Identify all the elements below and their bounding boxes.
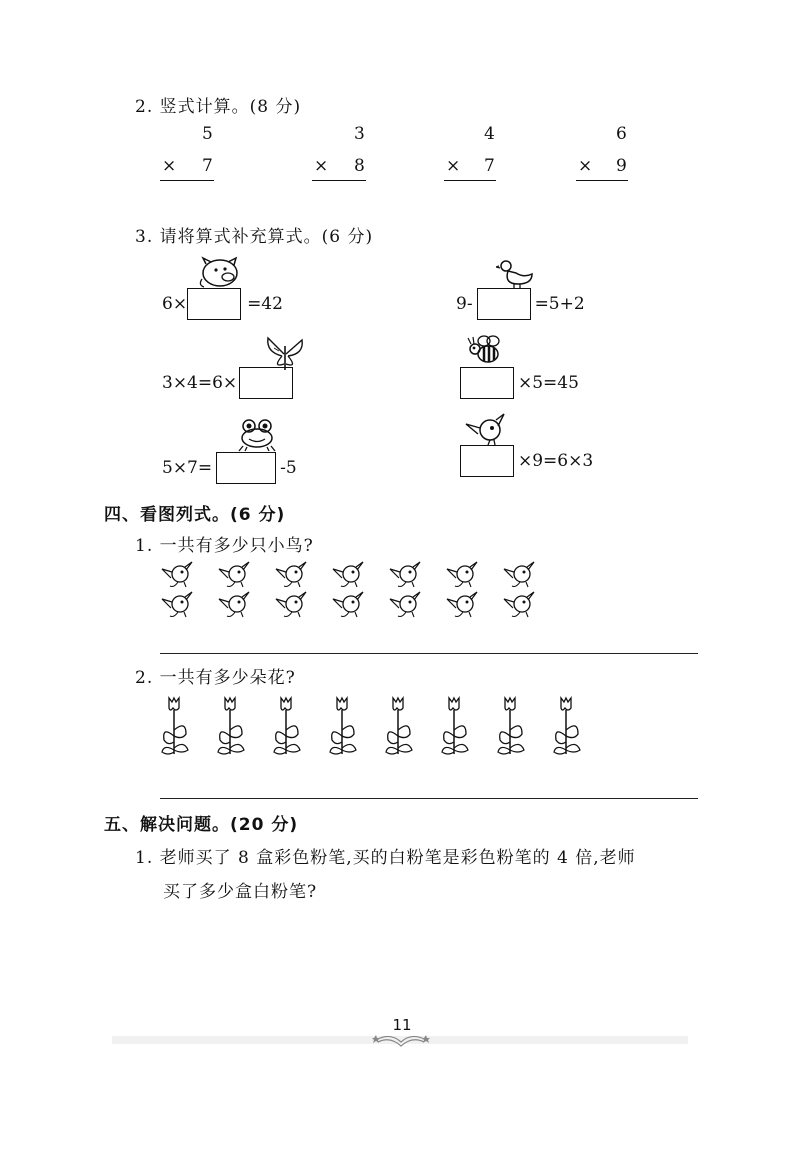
- vp4-op: ×: [578, 156, 593, 176]
- equation-6: [460, 445, 593, 477]
- eq6-right: ×9=6×3: [518, 451, 594, 471]
- s4-problem-2: 2. 一共有多少朵花?: [135, 668, 296, 688]
- vertical-problem-4: [576, 124, 636, 184]
- vp2-op: ×: [314, 156, 329, 176]
- s5-problem-1-line2: 买了多少盒白粉笔?: [163, 882, 318, 902]
- s4-problem-1: 1. 一共有多少只小鸟?: [135, 536, 314, 556]
- eq3-answer-box[interactable]: [239, 367, 293, 399]
- bird-icon: [462, 410, 506, 446]
- vp3-bottom: 7: [484, 156, 495, 176]
- vertical-problem-1: [160, 124, 220, 184]
- vp4-line: [576, 180, 628, 181]
- q2-title: 2. 竖式计算。(8 分): [135, 97, 302, 117]
- equation-1: [162, 288, 283, 320]
- birds-grid: [160, 560, 560, 622]
- eq1-answer-box[interactable]: [187, 288, 241, 320]
- eq5-left: 5×7=: [162, 458, 213, 478]
- vp4-bottom: 9: [616, 156, 627, 176]
- equation-3: [162, 367, 293, 399]
- eq4-answer-box[interactable]: [460, 367, 514, 399]
- eq2-right: =5+2: [534, 294, 585, 314]
- eq5-right: -5: [280, 458, 297, 478]
- equation-4: [460, 367, 579, 399]
- q3-title: 3. 请将算式补充算式。(6 分): [135, 227, 374, 247]
- eq2-answer-box[interactable]: [477, 288, 531, 320]
- vp1-line: [160, 180, 214, 181]
- equation-5: [162, 452, 297, 484]
- answer-line-birds[interactable]: [160, 653, 698, 654]
- vp4-top: 6: [616, 124, 627, 144]
- eq6-answer-box[interactable]: [460, 445, 514, 477]
- eq3-left: 3×4=6×: [162, 373, 238, 393]
- bird-row-1: [162, 562, 534, 587]
- duck-icon: [496, 258, 536, 290]
- pig-icon: [198, 255, 244, 291]
- vp3-op: ×: [446, 156, 461, 176]
- vp3-top: 4: [484, 124, 495, 144]
- vertical-problem-3: [444, 124, 504, 184]
- page-number: 11: [392, 1016, 412, 1034]
- equation-2: [456, 288, 585, 320]
- frog-icon: [237, 418, 277, 452]
- eq2-left: 9-: [456, 294, 473, 314]
- vp2-top: 3: [354, 124, 365, 144]
- eq1-right: =42: [247, 294, 283, 314]
- vp1-top: 5: [202, 124, 213, 144]
- vp1-bottom: 7: [202, 156, 213, 176]
- s5-problem-1-line1: 1. 老师买了 8 盒彩色粉笔,买的白粉笔是彩色粉笔的 4 倍,老师: [135, 848, 636, 868]
- answer-line-flowers[interactable]: [160, 798, 698, 799]
- vp1-op: ×: [162, 156, 177, 176]
- vp2-bottom: 8: [354, 156, 365, 176]
- section-4-title: 四、看图列式。(6 分): [104, 505, 286, 525]
- bee-icon: [466, 334, 506, 368]
- eq1-left: 6×: [162, 294, 188, 314]
- bird-row-2: [162, 592, 534, 617]
- eq5-answer-box[interactable]: [216, 452, 276, 484]
- vp3-line: [444, 180, 496, 181]
- eq4-right: ×5=45: [518, 373, 579, 393]
- vertical-problem-2: [312, 124, 372, 184]
- section-5-title: 五、解决问题。(20 分): [104, 815, 299, 835]
- vp2-line: [312, 180, 366, 181]
- flowers-row: [158, 696, 598, 758]
